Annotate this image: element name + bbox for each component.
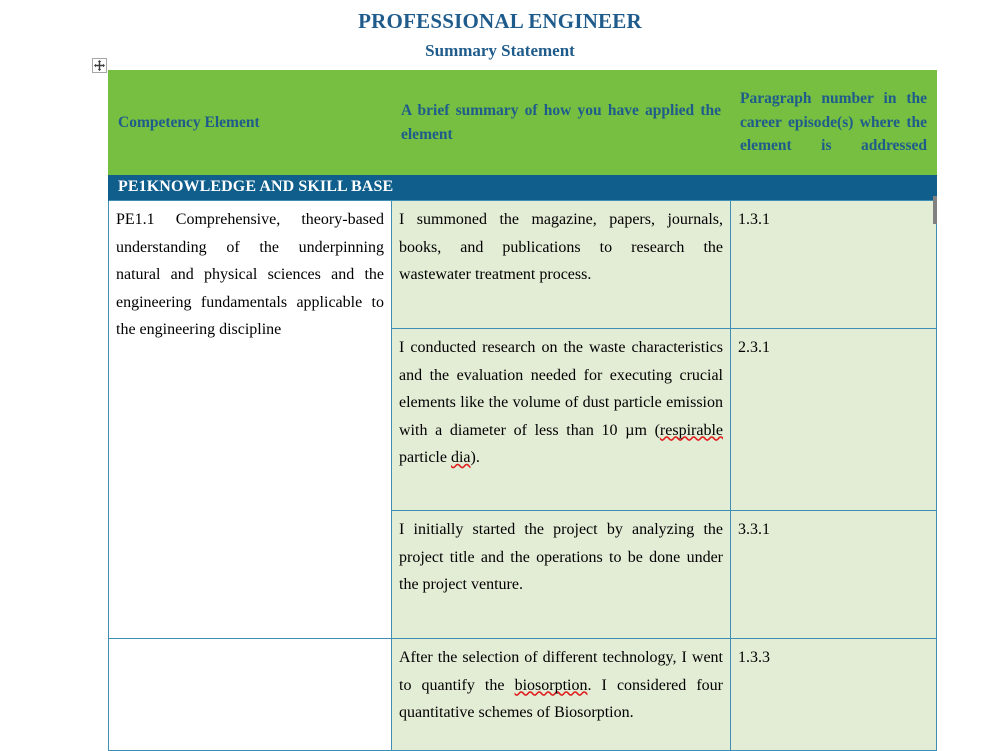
- summary-cell: [392, 511, 731, 639]
- spellcheck-word: respirable: [659, 421, 723, 439]
- section-label-knowledge-and-skill-base: PE1KNOWLEDGE AND SKILL BASE: [109, 175, 937, 201]
- four-way-arrow-icon: [94, 60, 105, 71]
- summary-text: I initially started the project by analyzing the project title and the operations to be done under the project venture.: [399, 521, 723, 594]
- table-row: [109, 639, 937, 751]
- table-header-row: [109, 71, 937, 175]
- column-resize-marker[interactable]: [933, 196, 937, 224]
- summary-statement-table: [108, 70, 937, 751]
- spellcheck-word: biosorption: [514, 676, 588, 694]
- summary-text-post: ).: [470, 449, 480, 467]
- summary-statement-table-wrapper: [108, 70, 936, 751]
- summary-text-post: . I considered four quantitative schemes of Biosorption.: [399, 676, 723, 722]
- summary-cell: [392, 329, 731, 511]
- summary-cell: [392, 201, 731, 329]
- summary-text-mid: particle: [399, 449, 451, 467]
- table-row: [109, 201, 937, 329]
- summary-text: I conducted research on the waste characteristics and the evaluation needed for executing crucial elements like the volume of dust particle emission with a diameter of less than 10 µm (: [399, 339, 723, 439]
- header-brief-summary: A brief summary of how you have applied the element: [392, 71, 731, 175]
- competency-element-pe1-1: PE1.1 Comprehensive, theory-based understanding of the underpinning natural and physical sciences and the engineering fundamentals applicable to the engineering discipline: [109, 201, 392, 639]
- section-band-row: [109, 175, 937, 201]
- header-paragraph-number: Paragraph number in the career episode(s) where the element is addressed: [731, 71, 937, 175]
- summary-text: I summoned the magazine, papers, journals, books, and publications to research the wastewater treatment process.: [399, 211, 723, 284]
- summary-text: After the selection of different technology, I went to quantify the: [399, 649, 723, 694]
- paragraph-number-cell: 2.3.1: [731, 329, 937, 511]
- header-competency-element: Competency Element: [109, 71, 392, 175]
- document-header: [0, 0, 1000, 61]
- page-title: PROFESSIONAL ENGINEER: [358, 9, 642, 33]
- paragraph-number-cell: 3.3.1: [731, 511, 937, 639]
- spellcheck-word: dia: [450, 449, 471, 467]
- page-subtitle: Summary Statement: [425, 40, 575, 60]
- competency-element-continuation: [109, 639, 392, 751]
- summary-cell: [392, 639, 731, 751]
- table-move-handle-icon[interactable]: [92, 58, 107, 73]
- paragraph-number-cell: 1.3.1: [731, 201, 937, 329]
- paragraph-number-cell: 1.3.3: [731, 639, 937, 751]
